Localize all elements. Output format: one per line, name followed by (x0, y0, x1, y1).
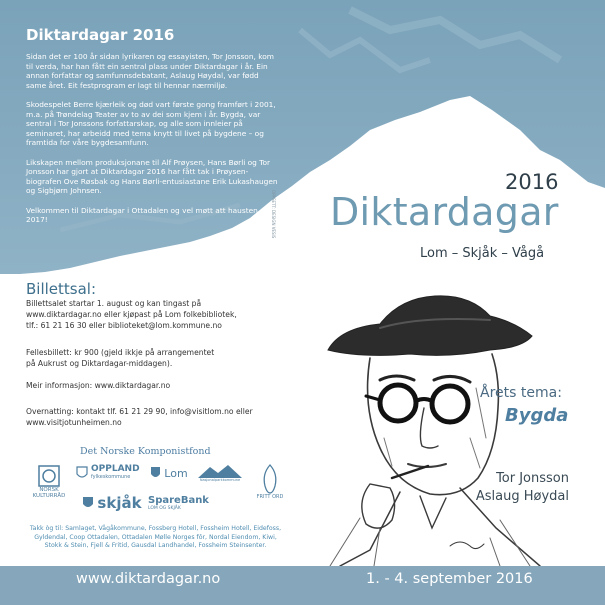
footer-website-link[interactable]: www.diktardagar.no (76, 571, 221, 587)
flame-logo-icon (261, 464, 279, 494)
skjak-logo: skjåk (80, 492, 144, 514)
author-name: Tor Jonsson (496, 471, 569, 486)
mountain-logo-icon (198, 464, 242, 478)
theme-value: Bygda (505, 405, 569, 426)
author-name: Aslaug Høydal (475, 489, 569, 504)
festival-title: Diktardagar 2016 (26, 26, 175, 44)
kulturrad-emblem-icon (38, 465, 60, 487)
lodging-line: www.visitjotunheimen.no (26, 418, 122, 427)
ticket-line: Fellesbillett: kr 900 (gjeld ikkje på arrangementet (26, 348, 215, 357)
intro-paragraph: Sidan det er 100 år sidan lyrikaren og essayisten, Tor Jonsson, kom til verda, har han fått ein sentral plass under Diktardagar i år. Ein annan forfattar og samfunnsdebatant, Aslaug Høydal, var fødd same året. Eit festprogram er lagt til hennar nærmiljø. (26, 52, 274, 90)
lom-logo: Lom (148, 462, 190, 484)
event-name: Diktardagar (330, 190, 559, 234)
info-line: Meir informasjon: www.diktardagar.no (26, 381, 171, 390)
theme-label: Årets tema: (480, 385, 562, 401)
sponsor-komponistfond: Det Norske Komponistfond (80, 446, 211, 457)
event-places: Lom – Skjåk – Vågå (420, 246, 545, 261)
ticket-heading: Billettsal: (26, 280, 97, 298)
intro-paragraph: Velkommen til Diktardagar i Ottadalen og vel møtt att hausten 2017! (26, 205, 258, 225)
skjak-shield-icon (82, 496, 94, 510)
lom-shield-icon (150, 466, 161, 480)
sparebank-logo: SpareBank LOM OG SKJÅK (148, 492, 248, 514)
oppland-logo: OPPLAND fylkeskommune (76, 462, 146, 484)
norsk-kulturrad-logo: NORSK KULTURRÅD (26, 460, 72, 504)
lodging-line: Overnatting: kontakt tlf. 61 21 29 90, info@visitlom.no eller (26, 407, 253, 416)
thanks-list: Takk òg til: Samlaget, Vågåkommune, Fossberg Hotell, Fossheim Hotell, Eidefoss, Gyldendal, Coop Ottadalen, Ottadalen Mølle Norges fôr, Nordal Eiendom, Kiwi, Stokk & Stein, Fjell & Fritid, Gausdal Landhandel, Fossheim Steinsenter. (29, 525, 282, 550)
nasjonalpark-logo: Nasjonalparkkommune (192, 460, 248, 486)
intro-paragraph: Skodespelet Berre kjærleik og død vart første gong framført i 2001, m.a. på Trøndelag Teater av to av dei som kjem i år. Bygda, var sentral i Tor Jonssons forfattarskap, og alle som innleier på seminaret, har arbeidd med tema knytt til livet på bygdene – og framtida for våre bygdesamfunn. (26, 99, 276, 148)
intro-paragraph: Likskapen mellom produksjonane til Alf Prøysen, Hans Børli og Tor Jonsson har gjort at Diktardagar 2016 har fått tak i Prøysen-biografen Ove Røsbak og Hans Børli-entusiastane Erik Lukashaugen og Sigbjørn Johnsen. (26, 157, 278, 196)
ticket-line: på Aukrust og Diktardagar-middagen). (26, 359, 173, 368)
oppland-shield-icon (76, 466, 88, 480)
fritt-ord-logo: FRITT ORD (252, 460, 288, 504)
ticket-line: www.diktardagar.no eller kjøpast på Lom folkebibliotek, (26, 310, 237, 319)
design-credit: OPPSETT: DESIGN VESIS (271, 190, 276, 239)
ticket-line: Billettsalet startar 1. august og kan tingast på (26, 299, 202, 308)
intro-text (26, 52, 281, 234)
footer-dates: 1. - 4. september 2016 (366, 571, 533, 587)
ticket-line: tlf.: 61 21 16 30 eller biblioteket@lom.kommune.no (26, 321, 222, 330)
portrait-illustration (300, 288, 600, 566)
event-year: 2016 (505, 170, 559, 194)
sponsor-logos (26, 460, 288, 522)
